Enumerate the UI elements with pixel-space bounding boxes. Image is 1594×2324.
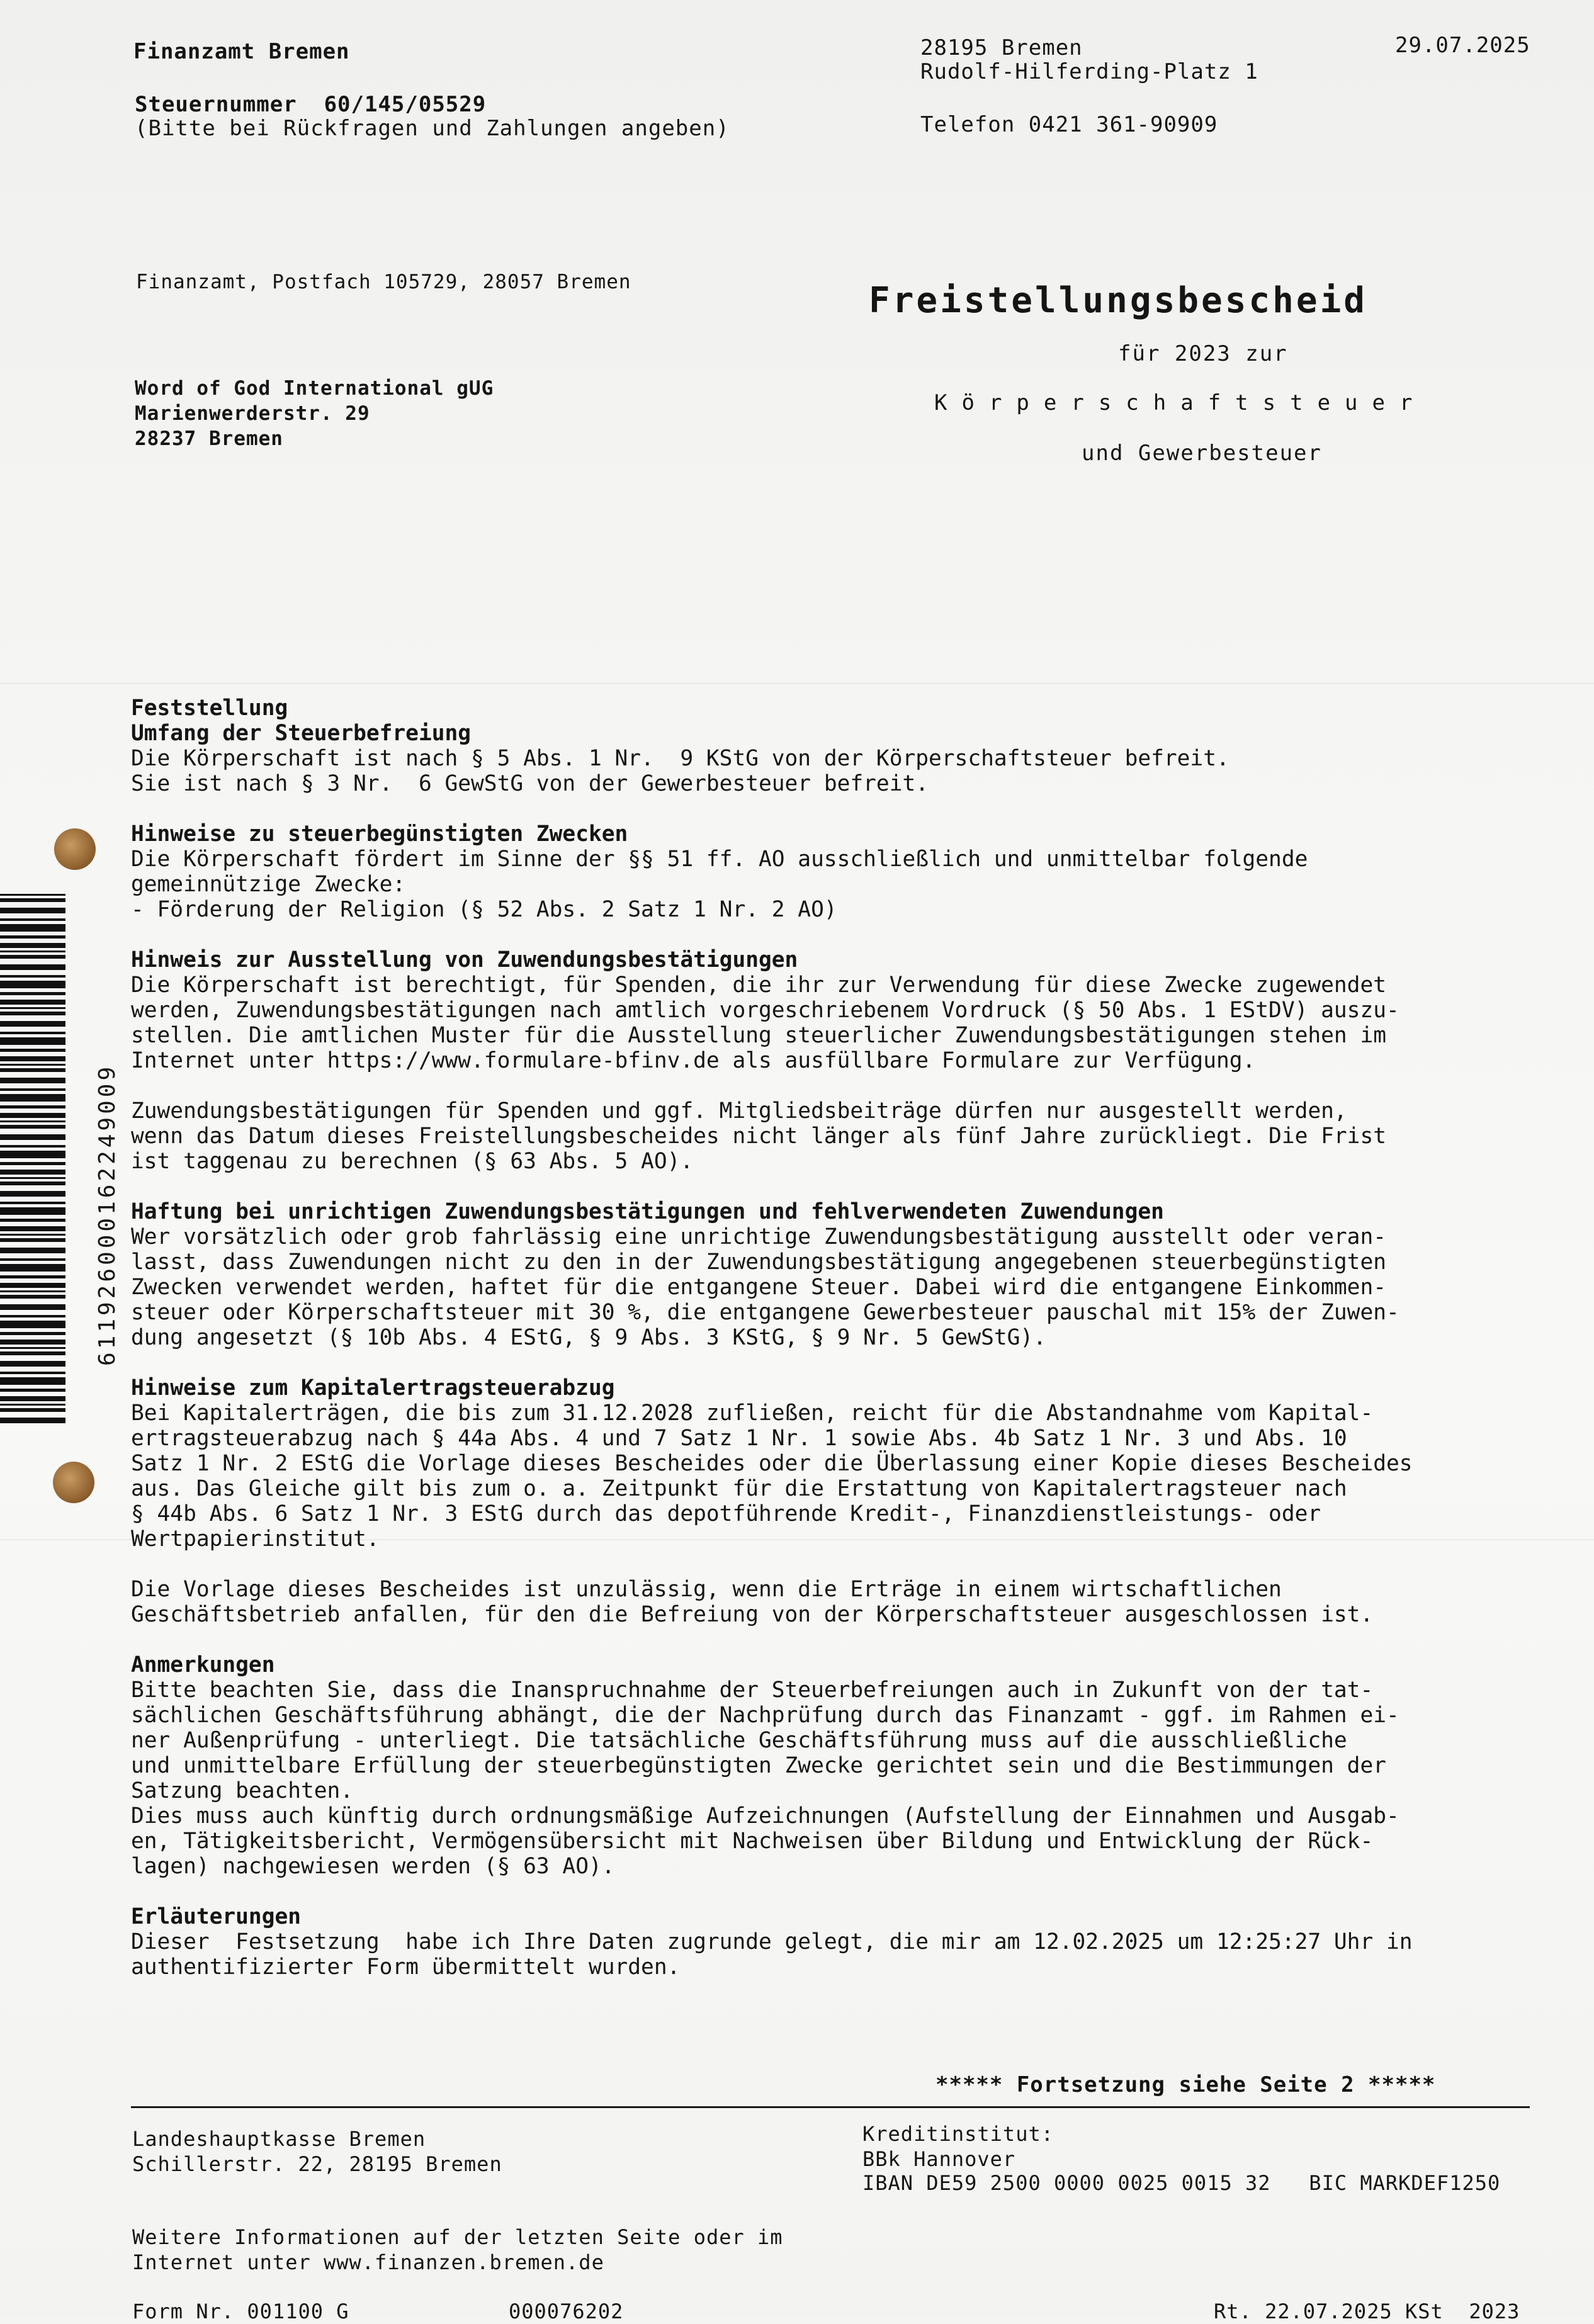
barcode-bar [0, 1056, 65, 1061]
section-heading: Erläuterungen [131, 1904, 302, 1929]
body-line: en, Tätigkeitsbericht, Vermögensübersicht mit Nachweisen über Bildung und Entwicklung der Rück- [131, 1829, 1374, 1854]
barcode-bar [0, 1264, 65, 1272]
body-line: - Förderung der Religion (§ 52 Abs. 2 Satz 1 Nr. 2 AO) [131, 897, 837, 922]
barcode-bar [0, 1202, 65, 1204]
info-line-1: Weitere Informationen auf der letzten Seite oder im [132, 2225, 783, 2249]
barcode-bar [0, 1238, 65, 1242]
body-line: Bitte beachten Sie, dass die Inanspruchnahme der Steuerbefreiungen auch in Zukunft von der tat- [131, 1678, 1374, 1703]
blank-line [131, 1073, 1413, 1098]
barcode-bar [0, 1068, 65, 1072]
section-heading: Umfang der Steuerbefreiung [131, 721, 472, 746]
barcode-bar [0, 1315, 65, 1317]
barcode-bar [0, 1372, 65, 1374]
barcode-bar [0, 918, 65, 921]
barcode-bar [0, 924, 65, 932]
barcode-bar [0, 992, 65, 995]
body-line: dung angesetzt (§ 10b Abs. 4 EStG, § 9 Abs. 3 KStG, § 9 Nr. 5 GewStG). [131, 1325, 1046, 1350]
section-heading: Hinweise zu steuerbegünstigten Zwecken [131, 821, 628, 847]
body-line: Geschäftsbetrieb anfallen, für den die Befreiung von der Körperschaftsteuer ausgeschlossen ist. [131, 1602, 1374, 1627]
barcode-bar [0, 1275, 65, 1278]
barcode-bar [0, 1078, 65, 1083]
barcode-bar [0, 1321, 65, 1328]
body-line: und unmittelbare Erfüllung der steuerbegünstigten Zwecke gerichtet sein und die Bestimmungen der [131, 1753, 1386, 1778]
body-line: gemeinnützige Zwecke: [131, 872, 406, 897]
barcode-bar [0, 1182, 65, 1185]
body-line: Die Körperschaft ist berechtigt, für Spenden, die ihr zur Verwendung für diese Zwecke zugewendet [131, 973, 1386, 998]
info-line-2: Internet unter www.finanzen.bremen.de [132, 2250, 604, 2274]
barcode-bar [0, 1295, 65, 1299]
body-line: Bei Kapitalerträgen, die bis zum 31.12.2028 zufließen, reicht für die Abstandnahme vom Kapital- [131, 1401, 1374, 1426]
barcode-bar [0, 1125, 65, 1129]
barcode-bar [0, 1021, 65, 1027]
barcode-bar [0, 950, 65, 952]
title-tax-type: Körperschaftsteuer [934, 390, 1427, 415]
reference-line: Rt. 22.07.2025 KSt 2023 [1214, 2299, 1520, 2323]
body-line: stellen. Die amtlichen Muster für die Ausstellung steuerlicher Zuwendungsbestätigungen stehen im [131, 1023, 1386, 1048]
barcode-bar [0, 955, 65, 959]
bank-iban-bic: IBAN DE59 2500 0000 0025 0015 32 BIC MARKDEF1250 [862, 2171, 1501, 2195]
section-heading: Haftung bei unrichtigen Zuwendungsbestätigungen und fehlverwendeten Zuwendungen [131, 1199, 1164, 1224]
barcode-bar [0, 1377, 65, 1385]
form-number: Form Nr. 001100 G [132, 2299, 349, 2323]
paper-fold-line [0, 683, 1594, 684]
barcode-bar [0, 1389, 65, 1392]
body-line: Die Körperschaft ist nach § 5 Abs. 1 Nr. 9 KStG von der Körperschaftsteuer befreit. [131, 746, 1229, 771]
section-heading: Hinweise zum Kapitalertragsteuerabzug [131, 1375, 615, 1401]
barcode-bar [0, 1304, 65, 1310]
title-tax-type-2: und Gewerbesteuer [1082, 441, 1322, 466]
body-line: Wertpapierinstitut. [131, 1526, 380, 1552]
body-line: werden, Zuwendungsbestätigungen nach amtlich vorgeschriebenem Vordruck (§ 50 Abs. 1 EStDV) auszu- [131, 998, 1399, 1023]
footer-divider [131, 2106, 1530, 2108]
barcode-bar [0, 1151, 65, 1158]
barcode-bar [0, 1258, 65, 1261]
barcode-bar [0, 1418, 65, 1423]
bank-label: Kreditinstitut: [862, 2122, 1054, 2146]
body-text [131, 696, 1413, 1980]
barcode-bar [0, 1049, 65, 1052]
barcode-bar [0, 898, 65, 902]
recipient-street: Marienwerderstr. 29 [135, 402, 370, 425]
body-line: Zuwendungsbestätigungen für Spenden und ggf. Mitgliedsbeiträge dürfen nur ausgestellt werden, [131, 1098, 1347, 1124]
blank-line [131, 1552, 1413, 1577]
section-heading: Hinweis zur Ausstellung von Zuwendungsbestätigungen [131, 947, 798, 973]
barcode-bar [0, 1283, 65, 1288]
barcode-bar [0, 1248, 65, 1253]
authority-name: Finanzamt Bremen [133, 39, 350, 64]
blank-line [131, 1627, 1413, 1652]
body-line: Die Körperschaft fördert im Sinne der §§ 51 ff. AO ausschließlich und unmittelbar folgende [131, 847, 1308, 872]
side-barcode-number: 611926000162249009 [94, 1063, 120, 1366]
barcode-bar [0, 1094, 65, 1102]
barcode-bar [0, 1226, 65, 1231]
body-line: Zwecken verwendet werden, haftet für die entgangene Steuer. Dabei wird die entgangene Einkommen- [131, 1275, 1386, 1300]
body-line: Internet unter https://www.formulare-bfinv.de als ausfüllbare Formulare zur Verfügung. [131, 1048, 1256, 1073]
barcode-bar [0, 1332, 65, 1335]
body-line: lasst, dass Zuwendungen nicht zu den in der Zuwendungsbestätigung angegebenen steuerbegünstigten [131, 1249, 1386, 1275]
punch-hole [54, 828, 96, 870]
barcode-bar [0, 975, 65, 978]
barcode-bar [0, 1191, 65, 1197]
barcode-bar [0, 1404, 65, 1406]
section-heading: Anmerkungen [131, 1652, 275, 1678]
barcode-bar [0, 1408, 65, 1412]
barcode-bar [0, 935, 65, 939]
barcode-bar [0, 981, 65, 988]
cashier-address: Schillerstr. 22, 28195 Bremen [132, 2152, 502, 2176]
barcode-bar [0, 1134, 65, 1140]
barcode-bar [0, 1032, 65, 1034]
body-line: Die Vorlage dieses Bescheides ist unzulässig, wenn die Erträge in einem wirtschaftlichen [131, 1577, 1282, 1602]
return-address: Finanzamt, Postfach 105729, 28057 Bremen [136, 271, 631, 293]
barcode-bar [0, 1351, 65, 1355]
document-number: 000076202 [509, 2299, 624, 2323]
recipient-name: Word of God International gUG [135, 377, 494, 400]
barcode-bar [0, 1113, 65, 1118]
blank-line [131, 1879, 1413, 1904]
body-line: aus. Das Gleiche gilt bis zum o. a. Zeitpunkt für die Erstattung von Kapitalertragsteuer nach [131, 1476, 1347, 1501]
body-line: Dies muss auch künftig durch ordnungsmäßige Aufzeichnungen (Aufstellung der Einnahmen und Ausgab- [131, 1803, 1399, 1829]
barcode-bar [0, 1361, 65, 1367]
authority-street: Rudolf-Hilferding-Platz 1 [920, 59, 1258, 84]
barcode-bar [0, 1088, 65, 1091]
barcode-bar [0, 1012, 65, 1015]
body-line: Satz 1 Nr. 2 EStG die Vorlage dieses Bescheides oder die Überlassung einer Kopie dieses Bescheides [131, 1451, 1413, 1476]
body-line: ertragsteuerabzug nach § 44a Abs. 4 und 7 Satz 1 Nr. 1 sowie Abs. 4b Satz 1 Nr. 3 und Abs. 10 [131, 1426, 1347, 1451]
barcode-bar [0, 1219, 65, 1222]
body-line: Wer vorsätzlich oder grob fahrlässig eine unrichtige Zuwendungsbestätigung ausstellt oder veran- [131, 1224, 1386, 1249]
body-line: ner Außenprüfung - unterliegt. Die tatsächliche Geschäftsführung muss auf die ausschließliche [131, 1728, 1347, 1753]
barcode-bar [0, 1037, 65, 1045]
punch-hole [53, 1462, 94, 1503]
barcode-bar [0, 1120, 65, 1122]
barcode-bar [0, 943, 65, 948]
document-title: Freistellungsbescheid [869, 280, 1368, 321]
barcode-bar [0, 1007, 65, 1009]
tax-number: Steuernummer 60/145/05529 [135, 92, 487, 117]
section-heading: Feststellung [131, 696, 288, 721]
barcode-bar [0, 1207, 65, 1215]
letter-date: 29.07.2025 [1395, 33, 1530, 58]
blank-line [131, 796, 1413, 821]
blank-line [131, 1174, 1413, 1199]
recipient-city: 28237 Bremen [135, 427, 283, 450]
tax-number-note: (Bitte bei Rückfragen und Zahlungen angeben) [135, 116, 730, 141]
body-line: lagen) nachgewiesen werden (§ 63 AO). [131, 1854, 615, 1879]
side-barcode [0, 894, 65, 1429]
body-line: wenn das Datum dieses Freistellungsbescheides nicht länger als fünf Jahre zurückliegt. Die Frist [131, 1124, 1386, 1149]
body-line: Satzung beachten. [131, 1778, 354, 1803]
body-line: sächlichen Geschäftsführung abhängt, die der Nachprüfung durch das Finanzamt - ggf. im Rahmen ei- [131, 1703, 1399, 1728]
title-year-line: für 2023 zur [1118, 341, 1288, 366]
cashier-name: Landeshauptkasse Bremen [132, 2127, 426, 2151]
barcode-bar [0, 1340, 65, 1345]
continuation-note: ***** Fortsetzung siehe Seite 2 ***** [935, 2072, 1436, 2097]
authority-city: 28195 Bremen [920, 35, 1083, 60]
body-line: authentifizierter Form übermittelt wurden. [131, 1955, 681, 1980]
barcode-bar [0, 1347, 65, 1349]
barcode-bar [0, 1000, 65, 1005]
bank-name: BBk Hannover [862, 2147, 1016, 2171]
body-line: § 44b Abs. 6 Satz 1 Nr. 3 EStG durch das depotführende Kredit-, Finanzdienstleistungs- oder [131, 1501, 1321, 1526]
barcode-bar [0, 894, 65, 896]
barcode-bar [0, 1170, 65, 1175]
body-line: ist taggenau zu berechnen (§ 63 Abs. 5 AO). [131, 1149, 694, 1174]
body-line: steuer oder Körperschaftsteuer mit 30 %, die entgangene Gewerbesteuer pauschal mit 15% der Zuwen- [131, 1300, 1399, 1325]
barcode-bar [0, 1234, 65, 1236]
barcode-bar [0, 1145, 65, 1148]
authority-phone: Telefon 0421 361-90909 [920, 112, 1218, 137]
blank-line [131, 922, 1413, 947]
body-line: Sie ist nach § 3 Nr. 6 GewStG von der Gewerbesteuer befreit. [131, 771, 929, 796]
barcode-bar [0, 1162, 65, 1165]
barcode-bar [0, 1396, 65, 1401]
barcode-bar [0, 1290, 65, 1292]
barcode-bar [0, 1105, 65, 1108]
barcode-bar [0, 1064, 65, 1066]
blank-line [131, 1350, 1413, 1375]
barcode-bar [0, 964, 65, 970]
barcode-bar [0, 1177, 65, 1179]
barcode-bar [0, 908, 65, 913]
body-line: Dieser Festsetzung habe ich Ihre Daten zugrunde gelegt, die mir am 12.02.2025 um 12:25:27 Uhr in [131, 1929, 1413, 1955]
